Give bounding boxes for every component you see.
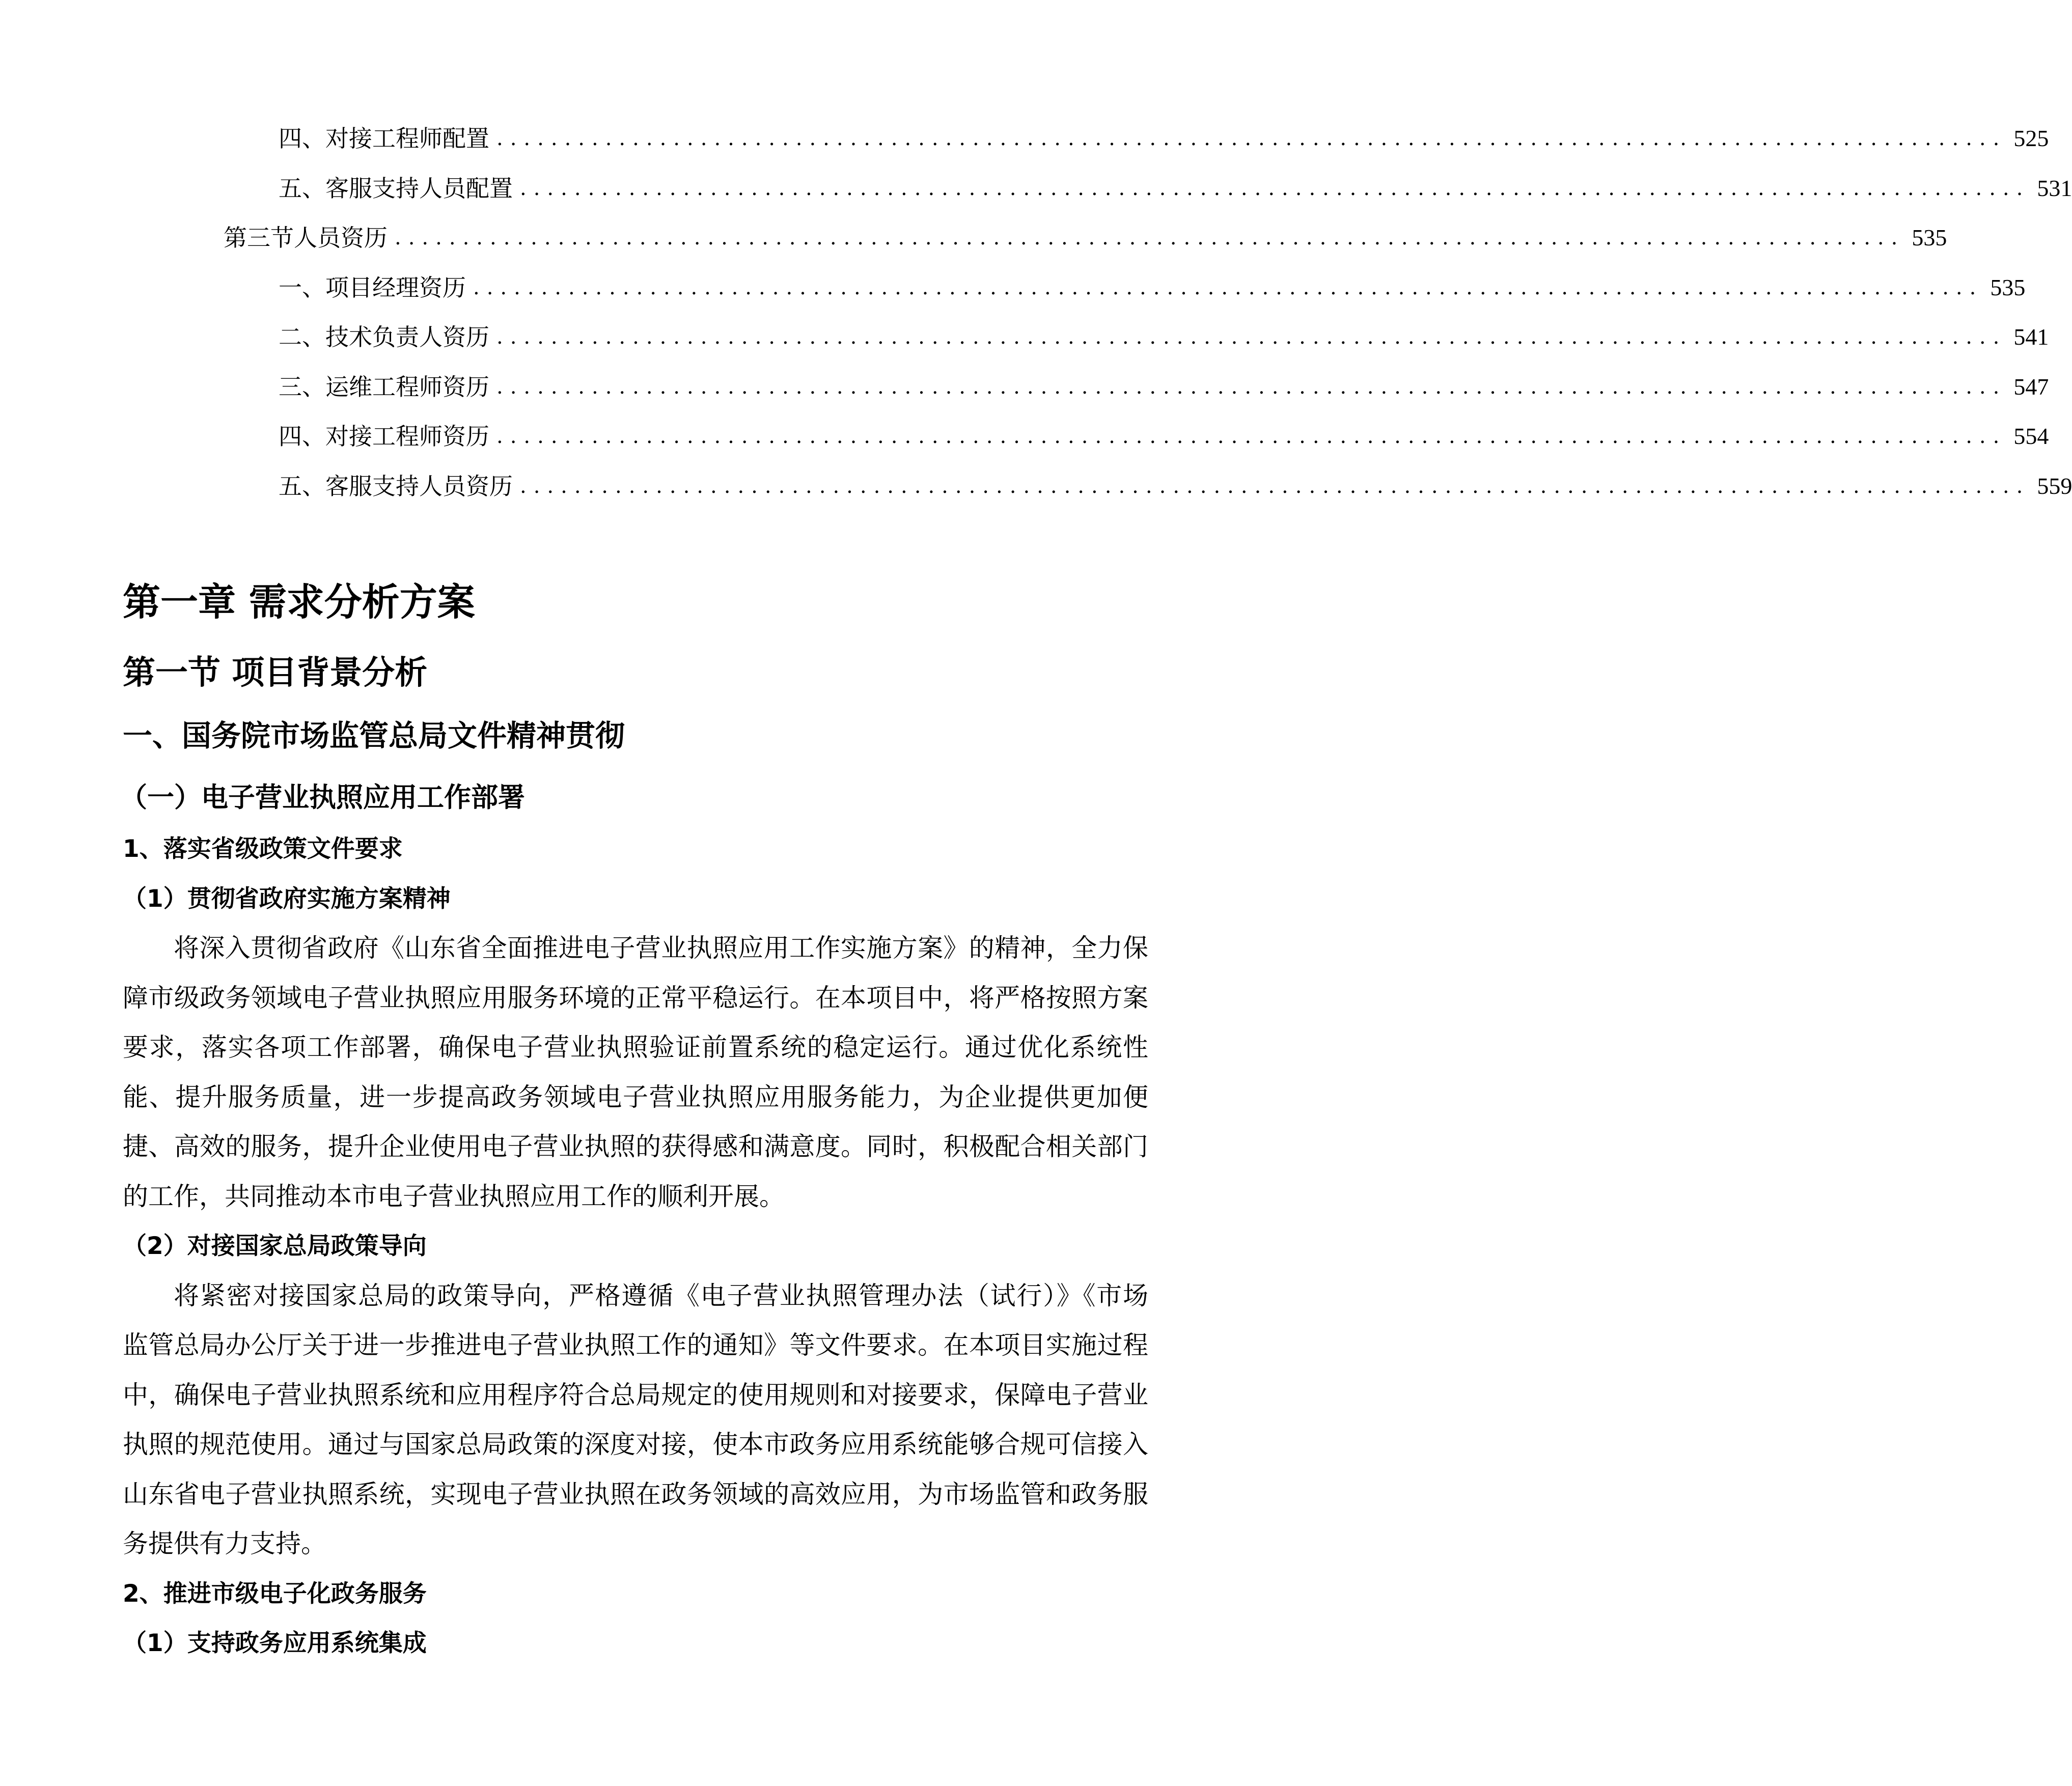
paragraph-line: 山东省电子营业执照系统，实现电子营业执照在政务领域的高效应用，为市场监管和政务服 bbox=[123, 1479, 1148, 1509]
toc-page-number: 535 bbox=[1990, 274, 2026, 300]
toc-entry-title: 技术负责人资历 bbox=[325, 323, 489, 351]
toc-entry[interactable] bbox=[0, 272, 2026, 303]
toc-entry-number: 一、 bbox=[279, 273, 325, 301]
paragraph-line: 能、提升服务质量，进一步提高政务领域电子营业执照应用服务能力，为企业提供更加便 bbox=[123, 1082, 1148, 1112]
paragraph-line: 监管总局办公厅关于进一步推进电子营业执照工作的通知》等文件要求。在本项目实施过程 bbox=[123, 1330, 1148, 1360]
paragraph-line: 执照的规范使用。通过与国家总局政策的深度对接，使本市政务应用系统能够合规可信接入 bbox=[123, 1430, 1148, 1459]
body-content bbox=[123, 824, 1148, 1668]
toc-entry-title: 客服支持人员资历 bbox=[325, 472, 513, 500]
toc-entry-number: 四、 bbox=[279, 423, 325, 450]
toc-entry[interactable] bbox=[0, 222, 1947, 253]
toc-entry-title: 项目经理资历 bbox=[325, 273, 466, 301]
toc-entry[interactable] bbox=[0, 173, 2072, 204]
toc-dot-leader: ............................................................................................................... bbox=[473, 275, 1983, 299]
toc-dot-leader: ............................................................................................................... bbox=[520, 474, 2030, 498]
toc-entry-title: 运维工程师资历 bbox=[325, 373, 489, 401]
toc-entry[interactable] bbox=[0, 123, 2049, 154]
toc-entry-number: 三、 bbox=[279, 373, 325, 401]
toc-entry-title: 对接工程师配置 bbox=[325, 125, 489, 152]
paragraph bbox=[123, 1271, 1148, 1569]
toc-entry-title: 人员资历 bbox=[294, 224, 388, 252]
chapter-heading: 第一章 需求分析方案 bbox=[123, 580, 475, 624]
paragraph-line: 的工作，共同推动本市电子营业执照应用工作的顺利开展。 bbox=[123, 1181, 785, 1211]
toc-entry-title: 对接工程师资历 bbox=[325, 423, 489, 450]
toc-page-number: 541 bbox=[2013, 324, 2049, 350]
paragraph-line: 务提供有力支持。 bbox=[123, 1529, 326, 1558]
toc-dot-leader: ............................................................................................................... bbox=[395, 226, 1905, 249]
paragraph-line: 捷、高效的服务，提升企业使用电子营业执照的获得感和满意度。同时，积极配合相关部门 bbox=[123, 1132, 1148, 1161]
paragraph-line: 将深入贯彻省政府《山东省全面推进电子营业执照应用工作实施方案》的精神，全力保 bbox=[174, 933, 1148, 963]
heading-level-3: 1、落实省级政策文件要求 bbox=[123, 835, 403, 863]
toc-entry-number: 五、 bbox=[279, 174, 325, 202]
toc-page-number: 559 bbox=[2037, 472, 2072, 499]
toc-entry-number: 二、 bbox=[279, 323, 325, 351]
paragraph-line: 要求，落实各项工作部署，确保电子营业执照验证前置系统的稳定运行。通过优化系统性 bbox=[123, 1032, 1148, 1062]
toc-entry-title: 客服支持人员配置 bbox=[325, 174, 513, 202]
heading-level-4: （1）贯彻省政府实施方案精神 bbox=[123, 884, 451, 913]
paragraph-line: 中，确保电子营业执照系统和应用程序符合总局规定的使用规则和对接要求，保障电子营业 bbox=[123, 1380, 1148, 1410]
paragraph-line: 障市级政务领域电子营业执照应用服务环境的正常平稳运行。在本项目中，将严格按照方案 bbox=[123, 983, 1148, 1013]
toc-dot-leader: ............................................................................................................... bbox=[496, 425, 2007, 448]
toc-page-number: 554 bbox=[2013, 423, 2049, 449]
toc-page-number: 547 bbox=[2013, 373, 2049, 400]
toc-page-number: 535 bbox=[1912, 225, 1947, 250]
toc-dot-leader: ............................................................................................................... bbox=[496, 325, 2007, 349]
paragraph bbox=[123, 924, 1148, 1221]
heading-level-4: （1）支持政务应用系统集成 bbox=[123, 1629, 427, 1657]
toc-entry[interactable] bbox=[0, 421, 2049, 452]
heading-level-1: 一、国务院市场监管总局文件精神贯彻 bbox=[123, 718, 625, 753]
heading-level-4: （2）对接国家总局政策导向 bbox=[123, 1232, 427, 1260]
toc-page-number: 525 bbox=[2013, 125, 2049, 151]
toc-dot-leader: ............................................................................................................... bbox=[496, 127, 2007, 150]
toc-page-number: 531 bbox=[2037, 175, 2072, 201]
paragraph-line: 将紧密对接国家总局的政策导向，严格遵循《电子营业执照管理办法（试行）》《市场 bbox=[174, 1280, 1148, 1310]
heading-level-2: （一）电子营业执照应用工作部署 bbox=[120, 782, 525, 813]
toc-dot-leader: ............................................................................................................... bbox=[520, 176, 2030, 200]
toc-dot-leader: ............................................................................................................... bbox=[496, 375, 2007, 399]
toc-entry-number: 五、 bbox=[279, 472, 325, 500]
section-heading: 第一节 项目背景分析 bbox=[123, 654, 428, 692]
toc-entry[interactable] bbox=[0, 471, 2072, 501]
toc-entry-number: 第三节 bbox=[224, 224, 294, 252]
toc-entry[interactable] bbox=[0, 322, 2049, 352]
heading-level-3: 2、推进市级电子化政务服务 bbox=[123, 1579, 427, 1608]
toc-entry-number: 四、 bbox=[279, 125, 325, 152]
toc-entry[interactable] bbox=[0, 372, 2049, 402]
